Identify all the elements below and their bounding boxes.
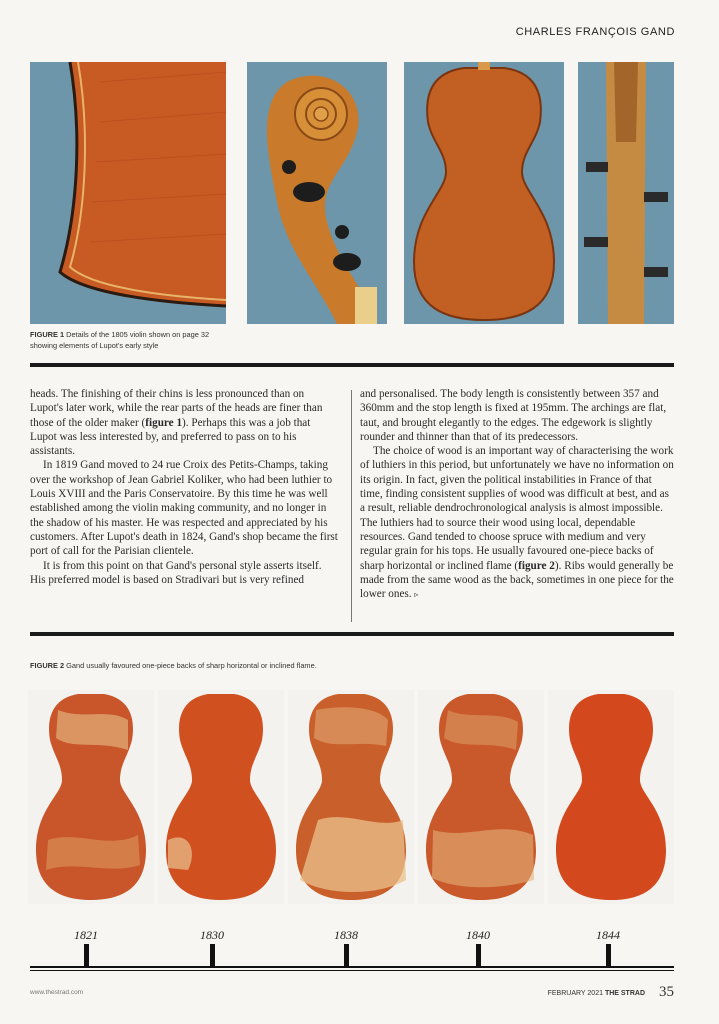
violin-back-1844 xyxy=(548,690,674,904)
timeline-year-4: 1840 xyxy=(466,928,490,942)
figure1-photo-scroll-front xyxy=(578,62,674,324)
timeline-axis-under xyxy=(30,970,674,971)
running-header: CHARLES FRANÇOIS GAND xyxy=(515,26,675,38)
figure1-photo-corner-detail xyxy=(30,62,226,324)
timeline-tick-1 xyxy=(84,944,89,966)
timeline-year-2: 1830 xyxy=(200,928,224,942)
text-run: ). Ribs would generally be made from the same wood as the back, sometimes in one piece for the lower ones. xyxy=(360,559,674,601)
section-rule-top xyxy=(30,363,674,367)
timeline-year-3: 1838 xyxy=(334,928,358,942)
footer-issue-date: FEBRUARY 2021 xyxy=(547,990,605,997)
figure1-label: FIGURE 1 xyxy=(30,330,65,339)
paragraph: It is from this point on that Gand's personal style asserts itself. His preferred model is based on Stradivari but is very refined xyxy=(30,559,322,586)
timeline-axis xyxy=(30,966,674,968)
timeline-year-1: 1821 xyxy=(74,928,98,942)
text-run: The choice of wood is an important way of characterising the work of luthiers in this period, but unfortunately we have no information on its origin. In fact, given the political instabilities in France of that time, finding consistent supplies of wood was difficult at best, and as a result, reliable dendrochronological analysis is almost impossible. The luthiers had to source their wood using local, dependable resources. Gand tended to choose spruce with medium and very regular grain for his tops. He usually favoured one-piece backs of sharp horizontal or inclined flame ( xyxy=(360,445,674,572)
page-number: 35 xyxy=(659,984,674,1000)
figure1-photo-scroll xyxy=(247,62,387,324)
paragraph xyxy=(360,444,674,602)
timeline-year-5: 1844 xyxy=(596,928,620,942)
timeline-tick-3 xyxy=(344,944,349,966)
figure1-caption xyxy=(30,329,270,351)
end-mark-icon: ▹ xyxy=(414,590,419,600)
timeline-tick-2 xyxy=(210,944,215,966)
section-rule-bottom xyxy=(30,632,674,636)
violin-back-1838 xyxy=(288,690,414,904)
paragraph xyxy=(30,387,338,458)
figure-ref: figure 1 xyxy=(145,416,183,429)
figure-ref: figure 2 xyxy=(518,559,555,572)
figure2-caption-text: Gand usually favoured one-piece backs of sharp horizontal or inclined flame. xyxy=(64,661,317,670)
figure1-photo-back xyxy=(404,62,564,324)
figure2-caption xyxy=(30,660,317,671)
body-column-left xyxy=(30,387,338,587)
figure1-caption-line1: Details of the 1805 violin shown on page 32 xyxy=(64,330,210,339)
footer-issue xyxy=(548,990,645,997)
body-column-right xyxy=(360,387,674,602)
figure1-caption-line2: showing elements of Lupot's early style xyxy=(30,341,159,350)
violin-back-1830 xyxy=(158,690,284,904)
paragraph: and personalised. The body length is consistently between 357 and 360mm and the stop length is fixed at 195mm. The archings are flat, taut, and brought elegantly to the edges. The edgework is slightly rounder and thinner than that of its predecessors. xyxy=(360,388,667,443)
violin-back-1840 xyxy=(418,690,544,904)
column-divider xyxy=(351,390,352,622)
timeline-tick-5 xyxy=(606,944,611,966)
text-run: heads. The finishing of their chins is less pronounced than on Lupot's later work, while the rear parts of the heads are finer than those of the older maker ( xyxy=(30,388,323,429)
footer-magazine: THE STRAD xyxy=(604,990,645,997)
footer-url: www.thestrad.com xyxy=(30,989,84,996)
violin-back-1821 xyxy=(28,690,154,904)
figure2-label: FIGURE 2 xyxy=(30,661,65,670)
paragraph: In 1819 Gand moved to 24 rue Croix des Petits-Champs, taking over the workshop of Jean Gabriel Koliker, who had been luthier to Louis XVIII and the Paris Conservatoire. By this time he was well established among the violin making community, and no longer in the shadow of his master. He was respected and appreciated by his customers. After Lupot's death in 1824, Gand's shop became the first port of call for the Parisian clientele. xyxy=(30,459,338,558)
timeline-tick-4 xyxy=(476,944,481,966)
text-run: ). Perhaps this was a job that Lupot was less interested by, and preferred to pass on to his assistants. xyxy=(30,416,311,458)
